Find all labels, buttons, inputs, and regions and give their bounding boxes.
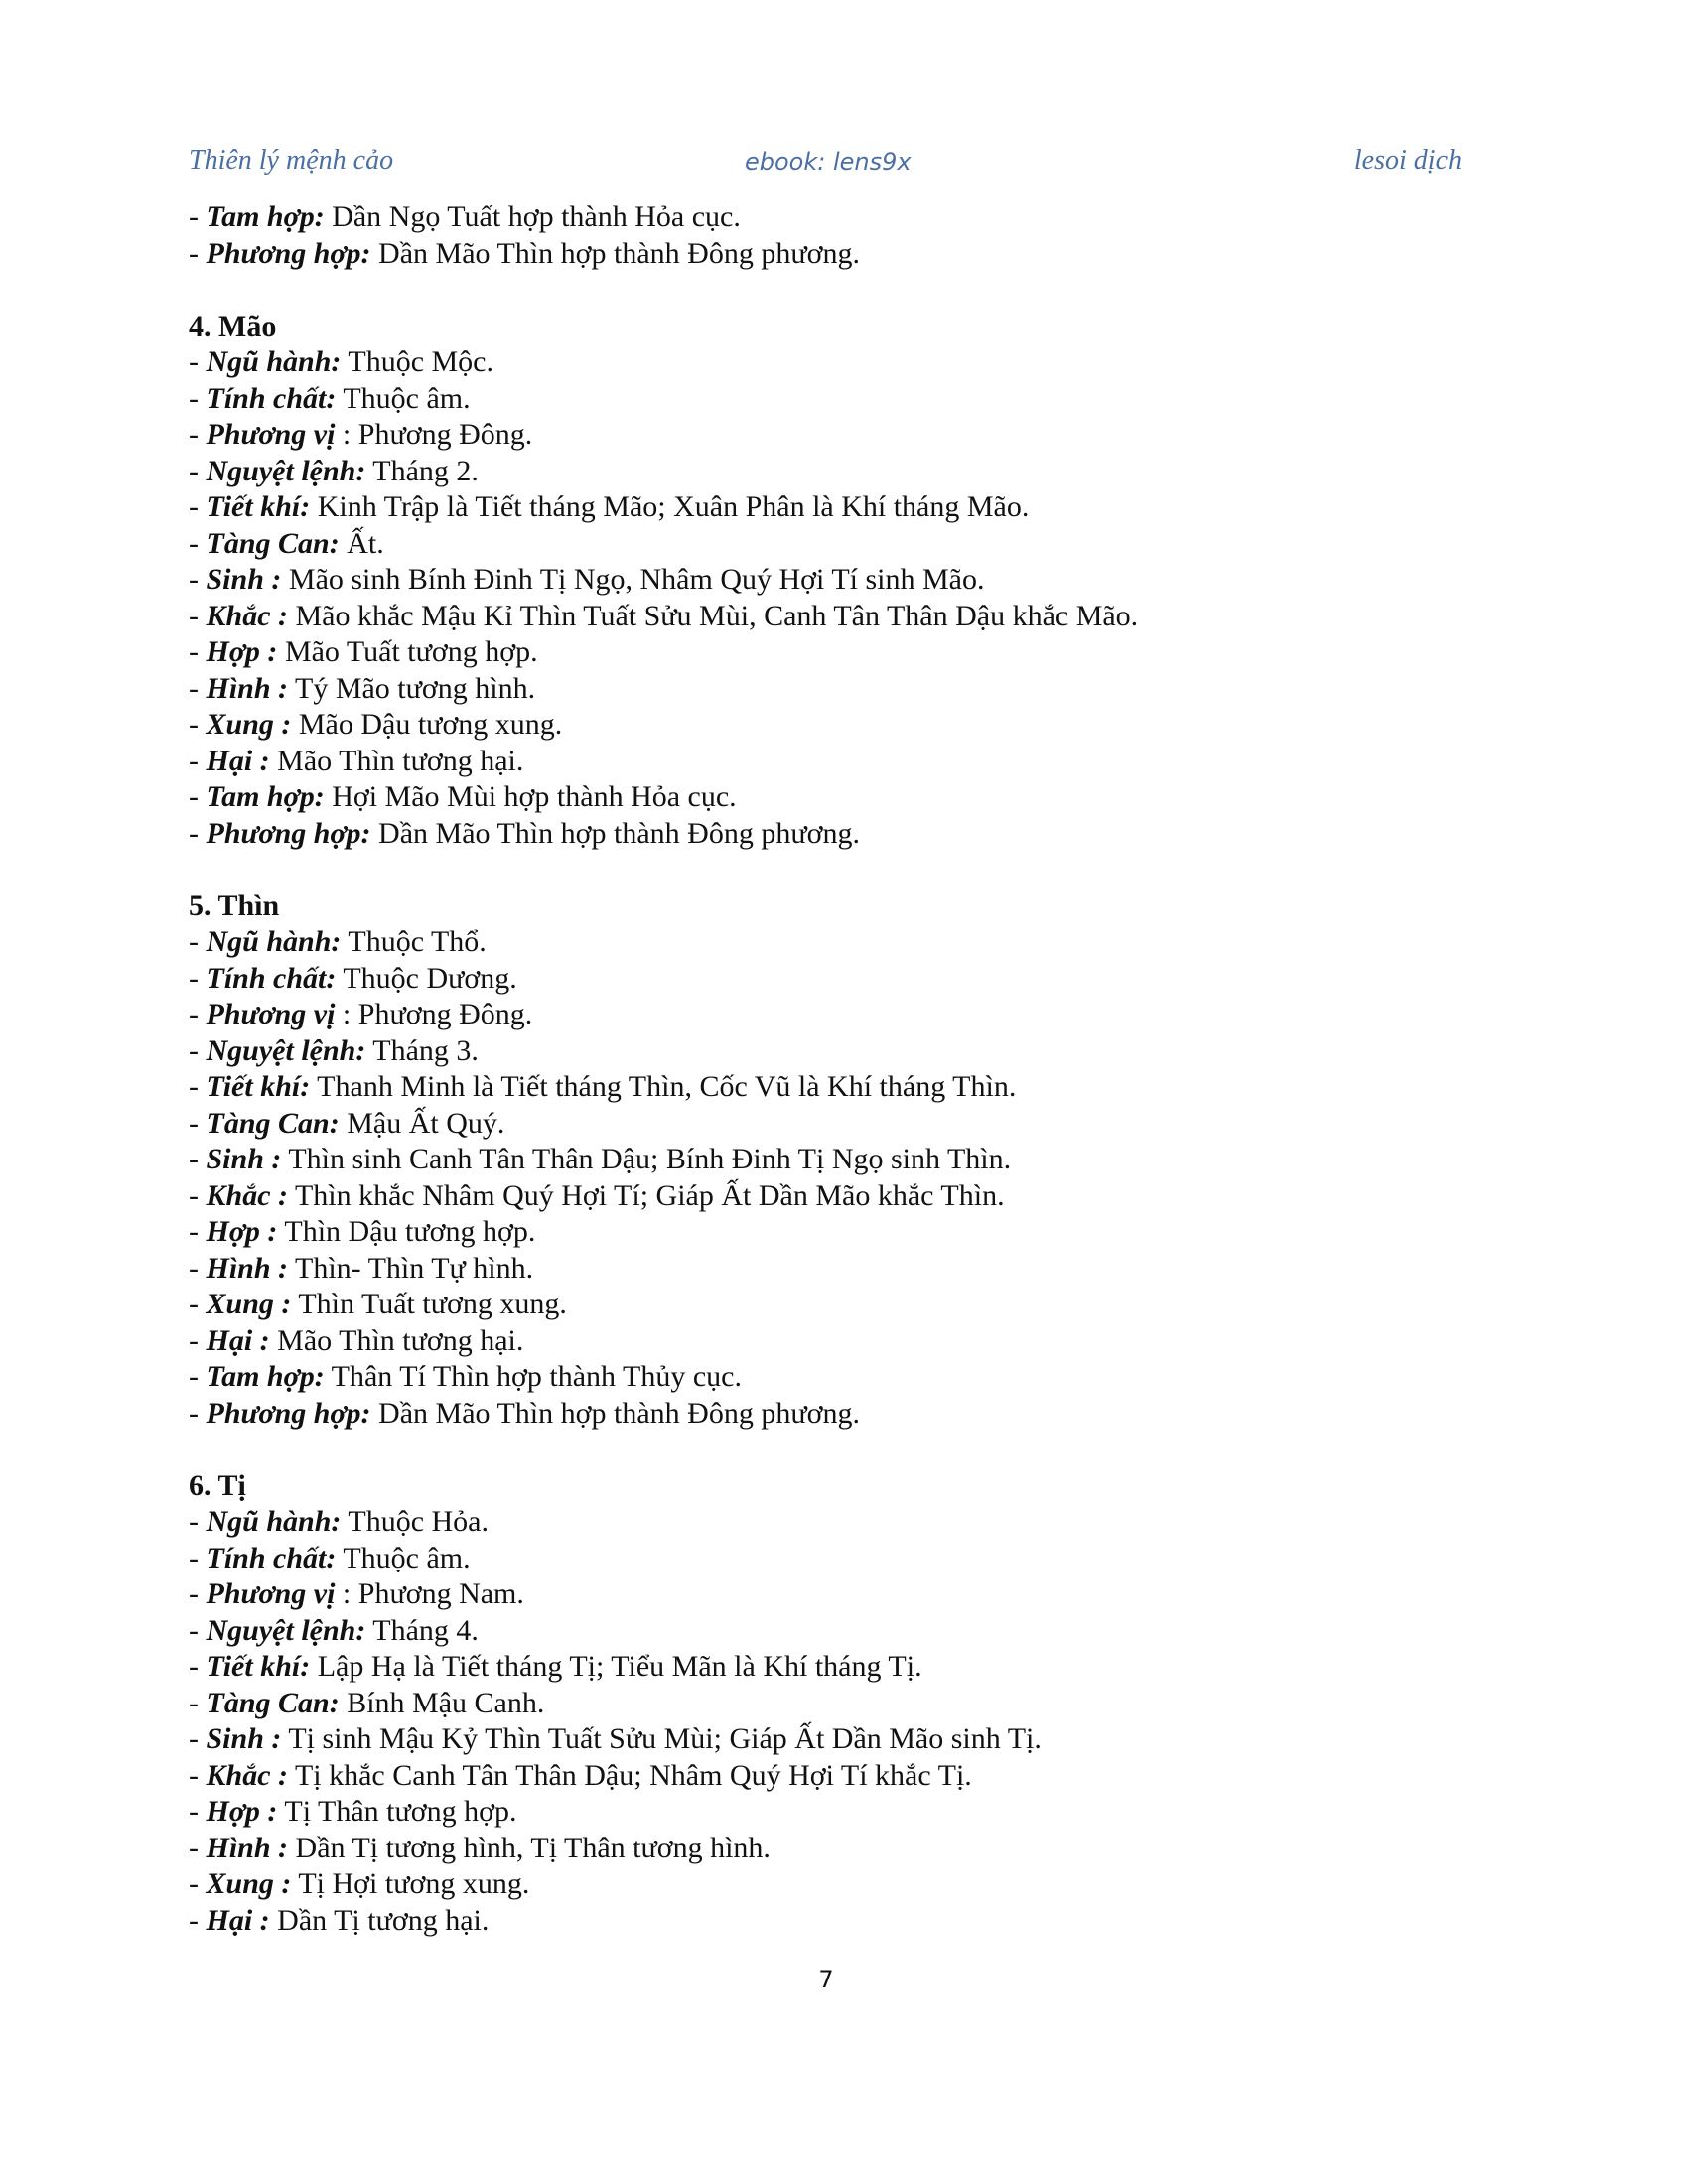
item-value: Thìn Dậu tương hợp.: [277, 1215, 536, 1248]
item-value: Tháng 2.: [365, 454, 479, 487]
list-item: - Sinh : Tị sinh Mậu Kỷ Thìn Tuất Sửu Mùi; Giáp Ất Dần Mão sinh Tị.: [189, 1722, 1042, 1755]
item-value: Mão Dậu tương xung.: [291, 708, 563, 741]
list-item: - Hợp : Thìn Dậu tương hợp.: [189, 1215, 536, 1248]
item-key: Xung :: [206, 708, 292, 741]
item-key: Sinh :: [206, 563, 282, 596]
item-value: Tị Hợi tương xung.: [291, 1867, 530, 1900]
item-key: Tiết khí:: [206, 1070, 311, 1103]
list-item: - Khắc : Mão khắc Mậu Kỉ Thìn Tuất Sửu Mùi, Canh Tân Thân Dậu khắc Mão.: [189, 599, 1139, 632]
section-title-thin: 5. Thìn: [189, 888, 280, 922]
item-value: Kinh Trập là Tiết tháng Mão; Xuân Phân là Khí tháng Mão.: [310, 490, 1030, 523]
item-value: Hợi Mão Mùi hợp thành Hỏa cục.: [324, 780, 737, 813]
list-item: - Ngũ hành: Thuộc Thổ.: [189, 925, 487, 958]
list-item: - Xung : Thìn Tuất tương xung.: [189, 1288, 567, 1320]
list-item: - Tiết khí: Thanh Minh là Tiết tháng Thìn, Cốc Vũ là Khí tháng Thìn.: [189, 1070, 1017, 1103]
list-item: - Khắc : Thìn khắc Nhâm Quý Hợi Tí; Giáp Ất Dần Mão khắc Thìn.: [189, 1178, 1005, 1212]
item-value: Mão Thìn tương hại.: [269, 1323, 524, 1357]
item-key: Hại :: [206, 1323, 270, 1357]
header-book-title: Thiên lý mệnh cảo: [189, 145, 394, 176]
header-ebook-credit: ebook: lens9x: [745, 148, 912, 176]
list-item: - Phương vị : Phương Nam.: [189, 1577, 524, 1610]
section-title-mao: 4. Mão: [189, 309, 277, 342]
item-key: Phương vị: [206, 1577, 336, 1610]
item-value: Thìn- Thìn Tự hình.: [288, 1251, 534, 1285]
item-key: Hình :: [206, 1251, 289, 1285]
item-value: Dần Tị tương hình, Tị Thân tương hình.: [288, 1831, 771, 1864]
item-key: Xung :: [206, 1288, 292, 1320]
item-value: : Phương Đông.: [335, 998, 533, 1030]
item-key: Sinh :: [206, 1143, 282, 1175]
list-item: - Ngũ hành: Thuộc Mộc.: [189, 345, 493, 378]
list-item: - Nguyệt lệnh: Tháng 3.: [189, 1033, 479, 1067]
item-value: Dần Ngọ Tuất hợp thành Hỏa cục.: [324, 201, 741, 233]
item-key: Khắc :: [206, 1758, 288, 1792]
list-item: - Hình : Thìn- Thìn Tự hình.: [189, 1251, 534, 1285]
item-key: Ngũ hành:: [206, 925, 342, 958]
item-value: Thìn sinh Canh Tân Thân Dậu; Bính Đinh Tị Ngọ sinh Thìn.: [281, 1143, 1012, 1175]
item-key: Hại :: [206, 1903, 270, 1937]
page-number: 7: [818, 1966, 834, 1993]
list-item: - Xung : Tị Hợi tương xung.: [189, 1867, 530, 1900]
item-value: Tị Thân tương hợp.: [277, 1795, 517, 1828]
list-item: - Phương hợp: Dần Mão Thìn hợp thành Đông phương.: [189, 1396, 860, 1430]
item-value: Dần Tị tương hại.: [269, 1903, 490, 1937]
item-key: Tính chất:: [206, 961, 337, 995]
running-header: [189, 145, 1462, 185]
list-item: - Nguyệt lệnh: Tháng 4.: [189, 1613, 479, 1647]
item-key: Phương vị: [206, 418, 336, 451]
item-value: Ất.: [339, 526, 384, 560]
list-item: - Phương vị : Phương Đông.: [189, 418, 533, 451]
item-key: Tiết khí:: [206, 490, 311, 523]
list-item: - Tiết khí: Kinh Trập là Tiết tháng Mão; Xuân Phân là Khí tháng Mão.: [189, 490, 1030, 523]
item-key: Phương hợp:: [206, 1396, 371, 1430]
item-value: Thuộc Hỏa.: [341, 1505, 489, 1538]
item-key: Khắc :: [206, 599, 288, 632]
item-key: Hợp :: [206, 1215, 278, 1248]
item-key: Nguyệt lệnh:: [206, 1613, 366, 1647]
item-key: Hình :: [206, 1831, 289, 1864]
list-item: - Tính chất: Thuộc Dương.: [189, 961, 517, 995]
item-value: Lập Hạ là Tiết tháng Tị; Tiểu Mãn là Khí tháng Tị.: [310, 1650, 922, 1683]
item-value: Thuộc âm.: [336, 1541, 471, 1574]
item-value: Tháng 3.: [365, 1033, 479, 1067]
spacer: [189, 1432, 1479, 1468]
spacer: [189, 852, 1479, 888]
item-key: Phương hợp:: [206, 236, 371, 270]
list-item: - Tàng Can: Mậu Ất Quý.: [189, 1106, 505, 1140]
item-value: Tháng 4.: [365, 1613, 479, 1647]
item-value: Mão khắc Mậu Kỉ Thìn Tuất Sửu Mùi, Canh Tân Thân Dậu khắc Mão.: [288, 599, 1139, 632]
list-item: - Tam hợp: Dần Ngọ Tuất hợp thành Hỏa cục.: [189, 201, 741, 233]
list-item: - Sinh : Thìn sinh Canh Tân Thân Dậu; Bính Đinh Tị Ngọ sinh Thìn.: [189, 1143, 1012, 1175]
item-key: Hợp :: [206, 1795, 278, 1828]
item-value: Thuộc Mộc.: [341, 345, 493, 378]
item-value: Mão Thìn tương hại.: [269, 744, 524, 777]
item-key: Tam hợp:: [206, 201, 325, 233]
list-item: - Hợp : Tị Thân tương hợp.: [189, 1795, 517, 1828]
item-value: Thìn Tuất tương xung.: [291, 1288, 567, 1320]
list-item: - Tính chất: Thuộc âm.: [189, 1541, 471, 1574]
item-key: Tam hợp:: [206, 780, 325, 813]
item-value: Mão Tuất tương hợp.: [277, 635, 538, 668]
list-item: - Tàng Can: Bính Mậu Canh.: [189, 1686, 545, 1719]
item-value: Thuộc Dương.: [336, 961, 517, 995]
list-item: - Hại : Dần Tị tương hại.: [189, 1903, 490, 1937]
list-item: - Tiết khí: Lập Hạ là Tiết tháng Tị; Tiểu Mãn là Khí tháng Tị.: [189, 1650, 922, 1683]
item-value: Mậu Ất Quý.: [339, 1106, 505, 1140]
item-value: Tị sinh Mậu Kỷ Thìn Tuất Sửu Mùi; Giáp Ất Dần Mão sinh Tị.: [281, 1722, 1042, 1755]
list-item: - Hình : Dần Tị tương hình, Tị Thân tương hình.: [189, 1831, 771, 1864]
page-body: [189, 200, 1479, 1939]
item-key: Hại :: [206, 744, 270, 777]
item-key: Tam hợp:: [206, 1360, 325, 1393]
item-key: Hình :: [206, 671, 289, 705]
item-value: : Phương Nam.: [335, 1577, 524, 1610]
item-key: Phương hợp:: [206, 816, 371, 850]
item-value: Thìn khắc Nhâm Quý Hợi Tí; Giáp Ất Dần Mão khắc Thìn.: [288, 1178, 1005, 1212]
list-item: - Tàng Can: Ất.: [189, 526, 384, 560]
list-item: - Phương vị : Phương Đông.: [189, 998, 533, 1030]
spacer: [189, 272, 1479, 309]
item-value: Dần Mão Thìn hợp thành Đông phương.: [370, 816, 860, 850]
item-key: Tàng Can:: [206, 1686, 340, 1719]
item-value: : Phương Đông.: [335, 418, 533, 451]
item-key: Phương vị: [206, 998, 336, 1030]
list-item: - Hình : Tý Mão tương hình.: [189, 671, 536, 705]
item-key: Ngũ hành:: [206, 345, 342, 378]
item-key: Tính chất:: [206, 1541, 337, 1574]
item-value: Bính Mậu Canh.: [339, 1686, 545, 1719]
item-value: Thuộc Thổ.: [341, 925, 487, 958]
list-item: - Tính chất: Thuộc âm.: [189, 381, 471, 415]
item-key: Nguyệt lệnh:: [206, 1033, 366, 1067]
item-key: Ngũ hành:: [206, 1505, 342, 1538]
list-item: - Nguyệt lệnh: Tháng 2.: [189, 454, 479, 487]
list-item: - Hại : Mão Thìn tương hại.: [189, 744, 524, 777]
section-title-ti: 6. Tị: [189, 1468, 246, 1502]
list-item: - Hợp : Mão Tuất tương hợp.: [189, 635, 538, 668]
item-value: Thuộc âm.: [336, 381, 471, 415]
item-key: Tiết khí:: [206, 1650, 311, 1683]
item-key: Tàng Can:: [206, 526, 340, 560]
item-key: Sinh :: [206, 1722, 282, 1755]
item-value: Dần Mão Thìn hợp thành Đông phương.: [370, 236, 860, 270]
list-item: - Tam hợp: Hợi Mão Mùi hợp thành Hỏa cục.: [189, 780, 737, 813]
item-value: Tị khắc Canh Tân Thân Dậu; Nhâm Quý Hợi Tí khắc Tị.: [288, 1758, 972, 1792]
item-key: Hợp :: [206, 635, 278, 668]
list-item: - Hại : Mão Thìn tương hại.: [189, 1323, 524, 1357]
list-item: - Khắc : Tị khắc Canh Tân Thân Dậu; Nhâm Quý Hợi Tí khắc Tị.: [189, 1758, 972, 1792]
item-value: Thanh Minh là Tiết tháng Thìn, Cốc Vũ là Khí tháng Thìn.: [310, 1070, 1017, 1103]
item-key: Nguyệt lệnh:: [206, 454, 366, 487]
list-item: - Xung : Mão Dậu tương xung.: [189, 708, 563, 741]
list-item: - Phương hợp: Dần Mão Thìn hợp thành Đông phương.: [189, 236, 860, 270]
item-key: Tính chất:: [206, 381, 337, 415]
list-item: - Tam hợp: Thân Tí Thìn hợp thành Thủy cục.: [189, 1360, 742, 1393]
list-item: - Ngũ hành: Thuộc Hỏa.: [189, 1505, 489, 1538]
item-value: Tý Mão tương hình.: [288, 671, 536, 705]
item-key: Tàng Can:: [206, 1106, 340, 1140]
list-item: - Phương hợp: Dần Mão Thìn hợp thành Đông phương.: [189, 816, 860, 850]
item-value: Mão sinh Bính Đinh Tị Ngọ, Nhâm Quý Hợi Tí sinh Mão.: [281, 563, 985, 596]
list-item: - Sinh : Mão sinh Bính Đinh Tị Ngọ, Nhâm Quý Hợi Tí sinh Mão.: [189, 563, 985, 596]
item-key: Xung :: [206, 1867, 292, 1900]
item-value: Dần Mão Thìn hợp thành Đông phương.: [370, 1396, 860, 1430]
item-value: Thân Tí Thìn hợp thành Thủy cục.: [324, 1360, 742, 1393]
item-key: Khắc :: [206, 1178, 288, 1212]
header-translator: lesoi dịch: [1353, 145, 1462, 176]
